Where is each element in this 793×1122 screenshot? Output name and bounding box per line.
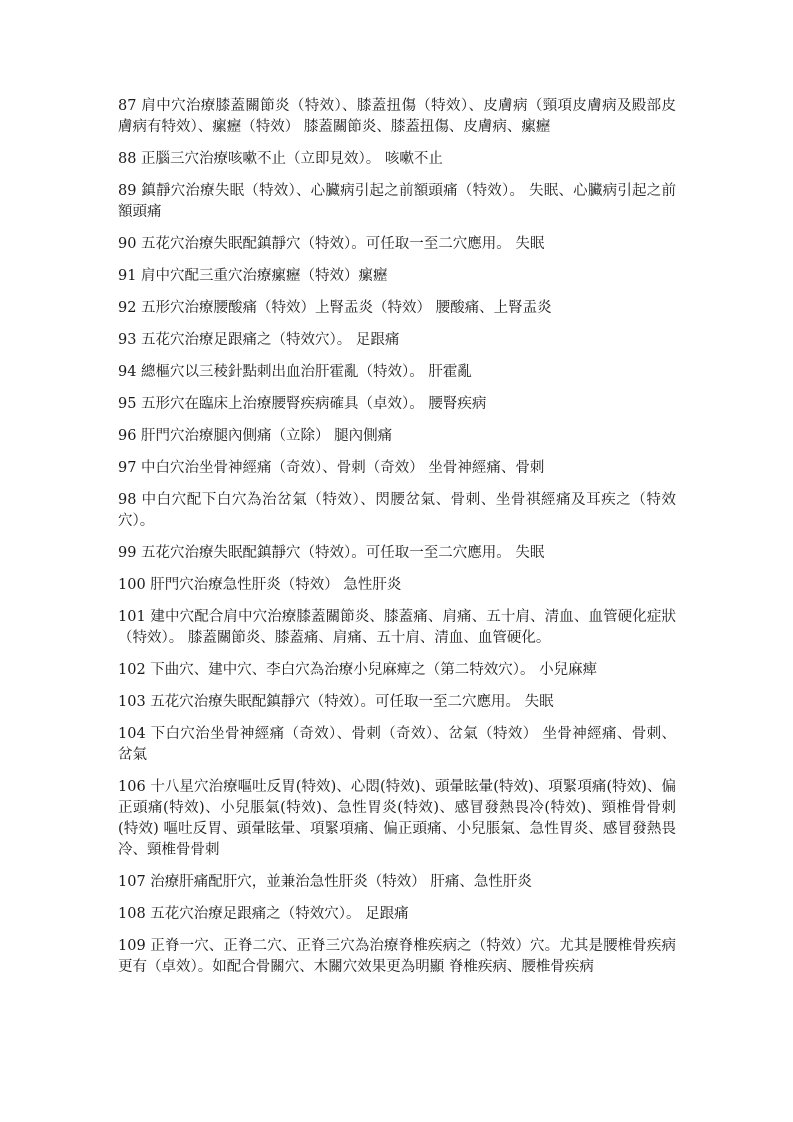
- entry-108: 108 五花穴治療足跟痛之（特效穴）。 足跟痛: [118, 906, 409, 922]
- document-page: [118, 96, 676, 989]
- entry-102: 102 下曲穴、建中穴、李白穴為治療小兒麻痺之（第二特效穴）。 小兒麻痺: [118, 662, 598, 678]
- entry-94: 94 總樞穴以三稜針點刺出血治肝霍亂（特效）。 肝霍亂: [118, 364, 472, 380]
- entry-96: 96 肝門穴治療腿內側痛（立除） 腿內側痛: [118, 428, 393, 444]
- entry-106: 106 十八星穴治療嘔吐反胃(特效)、心悶(特效)、頭暈眩暈(特效)、項緊項痛(特效)、偏正頭痛(特效)、小兒脹氣(特效)、急性胃炎(特效)、感冒發熱畏冷(特效)、頸椎骨骨刺(特效) 嘔吐反胃、頭暈眩暈、項緊項痛、偏正頭痛、小兒脹氣、急性胃炎、感冒發熱畏冷、頸椎骨骨刺: [118, 779, 676, 858]
- entry-109: 109 正脊一穴、正脊二穴、正脊三穴為治療脊椎疾病之（特效）穴。尤其是腰椎骨疾病更有（卓效）。如配合骨關穴、木關穴效果更為明顯 脊椎疾病、腰椎骨疾病: [118, 938, 676, 975]
- entry-92: 92 五形穴治療腰酸痛（特效）上腎盂炎（特效） 腰酸痛、上腎盂炎: [118, 300, 552, 316]
- entry-93: 93 五花穴治療足跟痛之（特效穴）。 足跟痛: [118, 332, 400, 348]
- entry-98: 98 中白穴配下白穴為治岔氣（特效）、閃腰岔氣、骨刺、坐骨祺經痛及耳疾之（特效穴）。: [118, 492, 676, 529]
- entry-97: 97 中白穴治坐骨神經痛（奇效）、骨刺（奇效） 坐骨神經痛、骨刺: [118, 460, 545, 476]
- entry-91: 91 肩中穴配三重穴治療瘰癧（特效）瘰癧: [118, 268, 388, 284]
- entry-89: 89 鎮靜穴治療失眠（特效）、心臟病引起之前額頭痛（特效）。 失眠、心臟病引起之前額頭痛: [118, 183, 676, 220]
- entry-103: 103 五花穴治療失眠配鎮靜穴（特效）。可任取一至二穴應用。 失眠: [118, 694, 554, 710]
- entry-107: 107 治療肝痛配肝穴，並兼治急性肝炎（特效） 肝痛、急性肝炎: [118, 874, 532, 890]
- entry-99: 99 五花穴治療失眠配鎮靜穴（特效）。可任取一至二穴應用。 失眠: [118, 545, 545, 561]
- entry-104: 104 下白穴治坐骨神經痛（奇效）、骨刺（奇效）、岔氣（特效） 坐骨神經痛、骨刺、岔氣: [118, 726, 676, 763]
- entry-87: 87 肩中穴治療膝蓋關節炎（特效）、膝蓋扭傷（特效）、皮膚病（頸項皮膚病及殿部皮膚病有特效）、瘰癧（特效） 膝蓋關節炎、膝蓋扭傷、皮膚病、瘰癧: [118, 98, 676, 135]
- entry-101: 101 建中穴配合肩中穴治療膝蓋關節炎、膝蓋痛、肩痛、五十肩、清血、血管硬化症狀（特效）。 膝蓋關節炎、膝蓋痛、肩痛、五十肩、清血、血管硬化。: [118, 609, 676, 646]
- entry-95: 95 五形穴在臨床上治療腰腎疾病確具（卓效）。 腰腎疾病: [118, 396, 487, 412]
- entry-100: 100 肝門穴治療急性肝炎（特效） 急性肝炎: [118, 577, 402, 593]
- entry-88: 88 正腦三穴治療咳嗽不止（立即見效）。 咳嗽不止: [118, 151, 443, 167]
- entry-90: 90 五花穴治療失眠配鎮靜穴（特效）。可任取一至二穴應用。 失眠: [118, 236, 545, 252]
